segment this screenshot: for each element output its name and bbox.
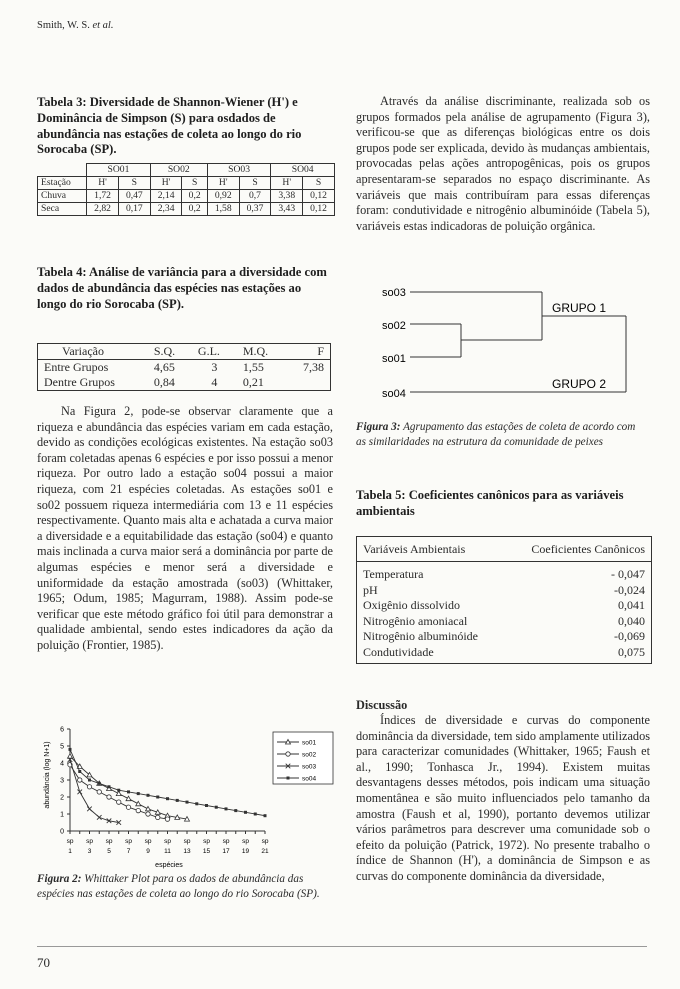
table-row — [357, 629, 651, 645]
x-tick-label: 13 — [183, 848, 191, 855]
figure3-dendrogram — [356, 280, 656, 410]
discussion-heading: Discussão — [356, 698, 408, 712]
table-row — [357, 614, 651, 630]
table5-title: Tabela 5: Coeficientes canônicos para as variáveis ambientais — [356, 488, 624, 518]
legend-label: so01 — [302, 739, 317, 747]
x-tick-prefix: sp — [203, 838, 210, 845]
x-tick-prefix: sp — [222, 838, 230, 845]
data-point — [146, 806, 151, 811]
data-point — [264, 814, 267, 817]
data-point — [205, 804, 208, 807]
table3-subheader-row — [38, 177, 335, 190]
table-cell: 0,2 — [182, 190, 207, 203]
x-tick-label: 15 — [202, 848, 211, 855]
data-point — [127, 790, 130, 793]
x-tick-prefix: sp — [125, 838, 132, 845]
data-point — [69, 748, 72, 751]
series-line — [70, 760, 119, 823]
dendrogram-label: so03 — [382, 287, 406, 299]
data-point — [137, 792, 140, 795]
data-point — [87, 807, 92, 812]
table-cell: 2,14 — [150, 190, 182, 203]
figure2-caption — [37, 872, 333, 902]
header-etal: et al. — [92, 20, 114, 31]
table-cell — [286, 375, 330, 391]
table-cell: Temperatura — [363, 567, 424, 581]
table5-body — [357, 562, 651, 663]
figure3-caption — [356, 420, 648, 450]
figure3-caption-text: Agrupamento das estações de coleta de acordo com as similaridades na estrutura da comunidade de peixes — [356, 421, 636, 448]
data-point — [165, 817, 169, 821]
table-cell: 0,92 — [207, 190, 239, 203]
x-tick-label: 7 — [126, 848, 131, 855]
x-tick-prefix: sp — [261, 838, 269, 845]
table-cell: 0,84 — [153, 375, 175, 389]
data-point — [108, 785, 111, 788]
table3-subheader: H' — [271, 177, 303, 190]
table3 — [37, 163, 335, 216]
x-tick-label: 9 — [146, 848, 150, 855]
table-cell: 2,82 — [87, 203, 119, 216]
data-point — [136, 808, 140, 812]
table-row — [357, 645, 651, 661]
table3-station: SO03 — [207, 164, 271, 177]
table3-station-row — [38, 164, 335, 177]
table-cell: 4,65 — [153, 360, 175, 374]
group-label: GRUPO 1 — [552, 301, 607, 315]
x-tick-prefix: sp — [105, 838, 113, 845]
table-cell: 0,21 — [242, 375, 264, 389]
data-point — [117, 789, 120, 792]
data-point — [286, 752, 290, 756]
figure2-caption-label: Figura 2: — [37, 873, 82, 885]
right-paragraph: Através da análise discriminante, realizada sob os grupos formados pela análise de agrupamento (Figura 3), verificou-se que as diferenças biológicas entre os dois grupos pode ser explicada, devido às mudanças ambientais, provocadas pelas ações antropogênicas, pois os grupos apresentaram-se separados no espaço discriminante. As variáveis que mais contribuíram para essas diferenças foram: condutividade e nitrogênio albuminóide (Tabela 5), variáveis estas indicadoras de poluição orgânica. — [356, 94, 650, 233]
data-point — [215, 806, 218, 809]
table-cell: Entre Grupos — [44, 360, 109, 374]
x-tick-prefix: sp — [66, 838, 74, 845]
table4-header-row — [38, 344, 331, 360]
data-point — [98, 782, 101, 785]
chart-series-so04 — [69, 748, 267, 817]
data-point — [78, 778, 82, 782]
table3-subheader: S — [182, 177, 207, 190]
data-point — [116, 791, 121, 796]
dendrogram-label: so02 — [382, 320, 406, 332]
table-cell: - 0,047 — [611, 567, 645, 581]
table-cell: Dentre Grupos — [44, 375, 115, 389]
y-tick-label: 5 — [60, 743, 64, 751]
chart-series-group — [68, 748, 267, 825]
table5 — [356, 536, 652, 664]
y-tick-label: 4 — [60, 760, 64, 768]
table-row — [38, 360, 331, 376]
data-point — [97, 815, 102, 820]
table-row — [357, 598, 651, 614]
x-tick-prefix: sp — [86, 838, 93, 845]
legend-label: so03 — [302, 763, 317, 771]
x-tick-prefix: sp — [242, 838, 249, 845]
x-tick-label: 11 — [164, 848, 171, 855]
table4-header: S.Q. — [153, 344, 176, 358]
data-point — [186, 801, 189, 804]
data-point — [195, 802, 198, 805]
table-row — [357, 567, 651, 583]
data-point — [176, 799, 179, 802]
table4-header: Variação — [62, 344, 104, 358]
data-point — [126, 805, 130, 809]
table4 — [37, 343, 331, 391]
table-cell: 0,47 — [118, 190, 150, 203]
data-point — [234, 809, 237, 812]
table-cell: 1,72 — [87, 190, 119, 203]
table-cell: 0,12 — [303, 203, 335, 216]
table3-station: SO01 — [87, 164, 151, 177]
y-tick-label: 6 — [60, 726, 64, 734]
x-tick-label: 17 — [222, 848, 230, 855]
chart-series-so01 — [68, 754, 190, 821]
table-row — [357, 583, 651, 599]
x-tick-label: 5 — [107, 848, 111, 855]
footer-rule — [37, 946, 647, 947]
chart-legend — [273, 732, 333, 784]
x-tick-label: 19 — [241, 848, 250, 855]
figure2-chart — [37, 720, 337, 870]
table-row — [38, 190, 335, 203]
figure3-caption-label: Figura 3: — [356, 421, 401, 433]
table-cell: 1,55 — [242, 360, 264, 374]
table-cell: 3,43 — [271, 203, 303, 216]
y-axis-label: abundância (log N+1) — [44, 741, 51, 809]
table-cell: pH — [363, 582, 378, 597]
dendrogram-label: so01 — [382, 353, 406, 365]
table-cell: 0,7 — [239, 190, 271, 203]
table-cell: 1,58 — [207, 203, 239, 216]
y-tick-label: 1 — [60, 811, 64, 819]
table3-empty-cell — [38, 164, 87, 177]
data-point — [156, 796, 159, 799]
legend-label: so04 — [302, 775, 317, 783]
chart-axes — [60, 727, 269, 856]
table4-header: M.Q. — [242, 344, 269, 358]
data-point — [146, 812, 150, 816]
group-label: GRUPO 2 — [552, 377, 607, 391]
table5-header-row — [357, 537, 651, 562]
table-cell: Chuva — [38, 190, 87, 203]
table-cell: 2,34 — [150, 203, 182, 216]
y-tick-label: 3 — [60, 777, 64, 785]
table-cell: 4 — [211, 375, 218, 389]
data-point — [147, 794, 150, 797]
data-point — [78, 770, 81, 773]
table-cell: 3,38 — [271, 190, 303, 203]
x-tick-label: 21 — [261, 848, 269, 855]
data-point — [97, 790, 101, 794]
table3-subheader: S — [303, 177, 335, 190]
page-number: 70 — [37, 955, 50, 970]
legend-label: so02 — [302, 751, 317, 759]
data-point — [254, 813, 257, 816]
y-tick-label: 0 — [60, 828, 64, 836]
data-point — [107, 795, 111, 799]
table3-subheader: H' — [150, 177, 182, 190]
table-cell: Nitrogênio albuminóide — [363, 629, 478, 643]
table5-header: Coeficientes Canônicos — [531, 542, 645, 556]
table-cell: Seca — [38, 203, 87, 216]
running-header — [37, 20, 113, 31]
dendrogram-label: so04 — [382, 388, 406, 400]
table4-header: G.L. — [197, 344, 220, 358]
data-point — [244, 811, 247, 814]
table-cell: 0,2 — [182, 203, 207, 216]
data-point — [126, 796, 131, 801]
table3-subheader: S — [118, 177, 150, 190]
table-cell: 7,38 — [303, 360, 324, 374]
header-authors: Smith, W. S. — [37, 20, 90, 31]
table-cell: 0,12 — [303, 190, 335, 203]
x-tick-prefix: sp — [144, 838, 152, 845]
x-tick-prefix: sp — [164, 838, 171, 845]
data-point — [77, 790, 82, 795]
table4-header: F — [317, 344, 324, 358]
table3-subheader: Estação — [38, 177, 87, 190]
data-point — [87, 785, 91, 789]
data-point — [117, 800, 121, 804]
data-point — [225, 807, 228, 810]
data-point — [156, 815, 160, 819]
table-cell: Condutividade — [363, 644, 434, 659]
table-cell: Oxigênio dissolvido — [363, 598, 461, 612]
table3-subheader: H' — [87, 177, 119, 190]
table-cell: Nitrogênio amoniacal — [363, 613, 468, 628]
figure2-caption-text: Whittaker Plot para os dados de abundância das espécies nas estações de coleta ao longo do rio Sorocaba (SP). — [37, 873, 320, 900]
table-row — [38, 375, 331, 391]
y-tick-label: 2 — [60, 794, 64, 802]
table-cell: 3 — [211, 360, 218, 374]
data-point — [136, 801, 141, 806]
x-axis-label: espécies — [155, 862, 183, 869]
table3-subheader: S — [239, 177, 271, 190]
table-cell: 0,040 — [618, 613, 645, 628]
table4-title: Tabela 4: Análise de variância para a diversidade com dados de abundância das espécies nas estações ao longo do rio Sorocaba (SP). — [37, 265, 327, 311]
table3-station: SO04 — [271, 164, 335, 177]
data-point — [166, 797, 169, 800]
table3-subheader: H' — [207, 177, 239, 190]
table-row — [38, 203, 335, 216]
data-point — [287, 777, 290, 780]
table-cell: 0,37 — [239, 203, 271, 216]
table-cell: 0,17 — [118, 203, 150, 216]
table3-title: Tabela 3: Diversidade de Shannon-Wiener (H') e Dominância de Simpson (S) para osdados de abundância nas estações de coleta ao longo do rio Sorocaba (SP). — [37, 95, 302, 157]
table-cell: -0,024 — [614, 582, 645, 597]
x-tick-label: 1 — [68, 848, 72, 855]
x-tick-prefix: sp — [183, 838, 191, 845]
left-paragraph: Na Figura 2, pode-se observar claramente que a riqueza e abundância das espécies variam em cada estação, devido as condições ecológicas existentes. Na estação so03 foram coletadas apenas 6 espécies e por isso possui a menor riqueza. Por outro lado a estação so04 possui a maior riqueza, com 21 espécies coletadas. As estações so01 e so02 possuem riqueza intermediária com 13 e 11 espécies respectivamente. Quanto mais alta e achatada a curva maior a diversidade e a equitabilidade das estação (so04) e quanto mais inclinada a curva maior será a dominância por parte de algumas espécies e menor será a diversidade e uniformidade da estação amostrada (so03) (Whittaker, 1965; Odum, 1985; Magurram, 1988). Assim pode-se verificar que este método gráfico foi útil para demonstrar a qualidade ambiental, sendo estes indicadores da ação da poluição (Frontier, 1985). — [37, 404, 333, 652]
table3-station: SO02 — [150, 164, 207, 177]
discussion-text: Índices de diversidade e curvas do componente dominância da diversidade, tem sido amplamente utilizados para caracterizar comunidades (Whittaker, 1965; Faush et al., 1990; Tonhasca Jr., 1994). Existem muitas desvantagens desses métodos, pois indicam uma situação momentânea e são muito influenciados pelo tamanho da amostra (Faush et al, 1990), portanto devemos utilizar vários parâmetros para descrever uma comunidade sob o efeito da poluição (Patrick, 1972). No presente trabalho o índice de Shannon (H'), a dominância de Simpson e as curvas do componente dominância da diversidade, — [356, 713, 651, 883]
table-cell: 0,075 — [618, 644, 645, 659]
table5-header: Variáveis Ambientais — [363, 542, 466, 556]
data-point — [88, 779, 91, 782]
table-cell: 0,041 — [618, 598, 645, 612]
table-cell: -0,069 — [614, 629, 645, 643]
x-tick-label: 3 — [87, 848, 92, 855]
